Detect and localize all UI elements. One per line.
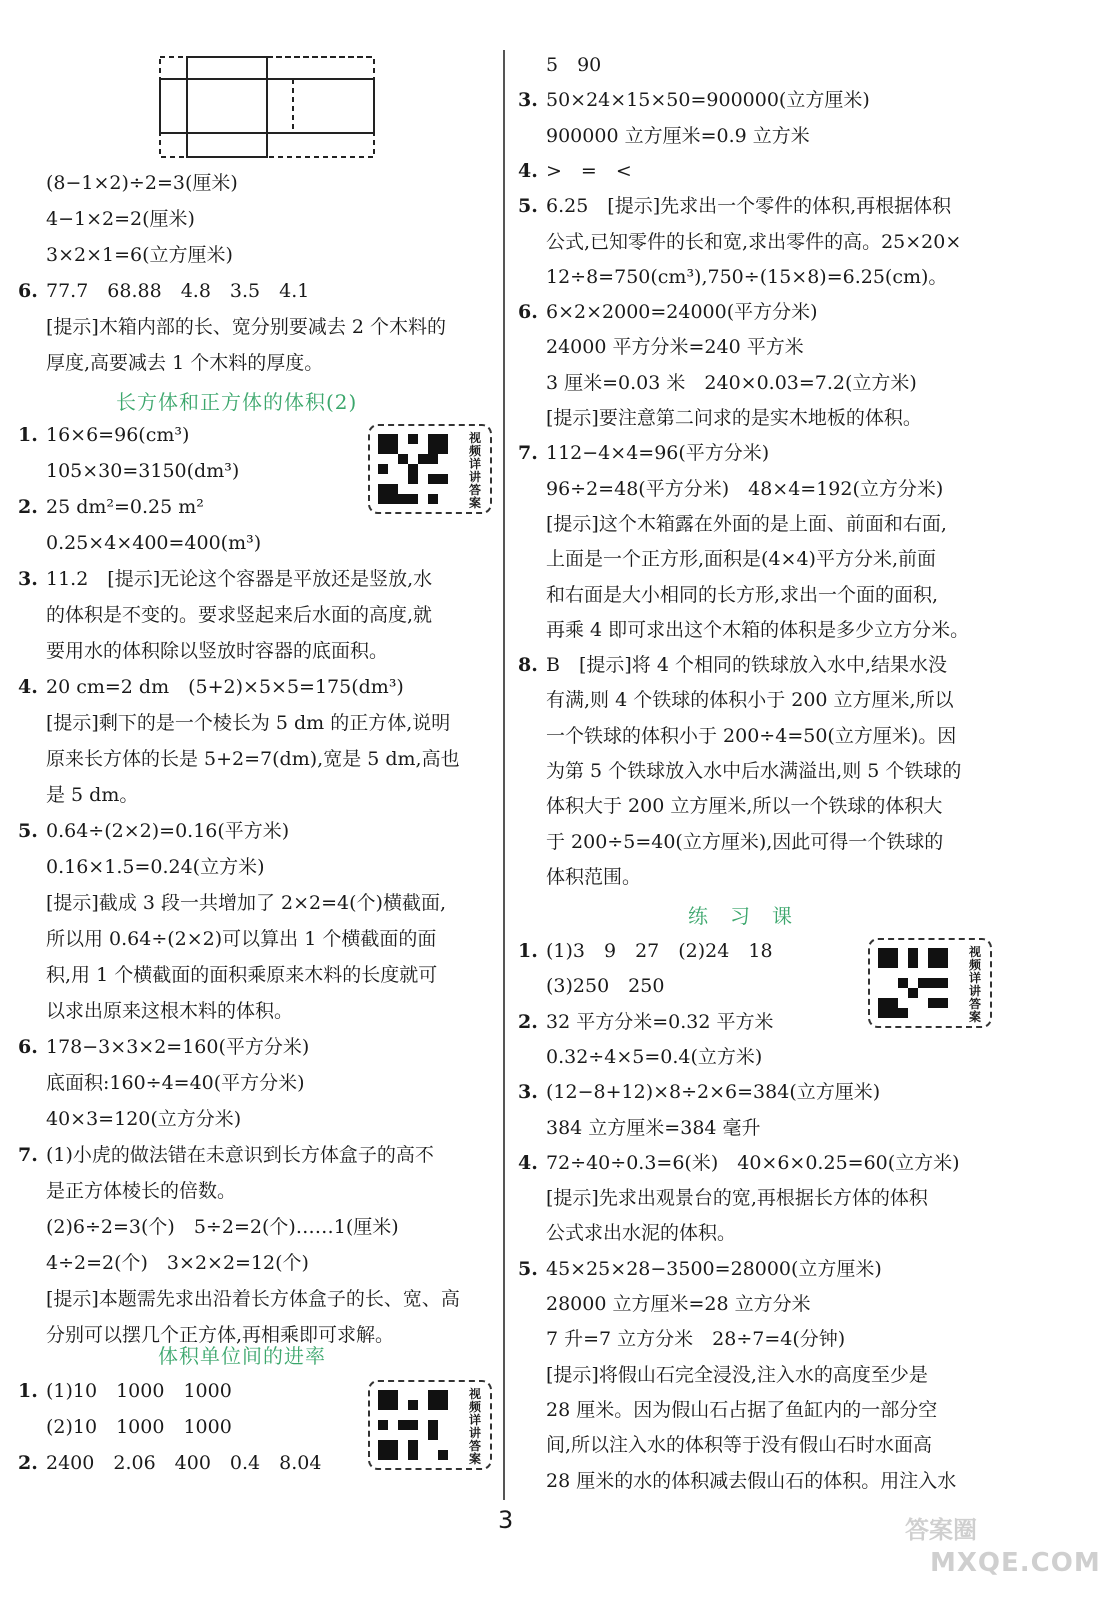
answer-text: 体积范围。 xyxy=(546,865,642,888)
answer-line xyxy=(18,602,432,628)
question-number: 1. xyxy=(18,1380,38,1402)
answer-text: 50×24×15×50=900000(立方厘米) xyxy=(546,89,870,112)
qr-code-icon xyxy=(878,948,948,1018)
answer-text: 上面是一个正方形,面积是(4×4)平方分米,前面 xyxy=(546,548,937,571)
answer-line xyxy=(18,746,460,772)
answer-text: 3 厘米=0.03 米 240×0.03=7.2(立方米) xyxy=(546,371,917,394)
answer-line xyxy=(18,674,404,700)
answer-text: (1)小虎的做法错在未意识到长方体盒子的高不 xyxy=(46,1144,434,1166)
answer-text: [提示]将假山石完全浸没,注入水的高度至少是 xyxy=(546,1363,928,1386)
answer-text: 要用水的体积除以竖放时容器的底面积。 xyxy=(46,640,389,662)
answer-line xyxy=(518,758,961,784)
answer-line: 3×2×1=6(立方厘米) xyxy=(46,244,233,266)
answer-line xyxy=(18,962,437,988)
answer-line xyxy=(18,782,138,808)
answer-text: (2)6÷2=3(个) 5÷2=2(个)……1(厘米) xyxy=(46,1216,399,1238)
answer-line xyxy=(18,1106,241,1132)
hint-line: [提示]木箱内部的长、宽分别要减去 2 个木料的 xyxy=(46,316,446,338)
answer-text: 105×30=3150(dm³) xyxy=(46,460,240,482)
answer-text: 0.64÷(2×2)=0.16(平方米) xyxy=(46,820,290,842)
answer-text: 7 升=7 立方分米 28÷7=4(分钟) xyxy=(546,1328,846,1351)
answer-line xyxy=(18,926,436,952)
hint-line: 厚度,高要减去 1 个木料的厚度。 xyxy=(46,352,324,374)
question-number: 1. xyxy=(518,940,538,962)
answer-text: (3)250 250 xyxy=(546,975,665,998)
answer-text: 是正方体棱长的倍数。 xyxy=(46,1180,237,1202)
qr-code-block[interactable] xyxy=(368,424,492,514)
question-number: 2. xyxy=(18,1452,38,1474)
answer-line xyxy=(18,1250,309,1276)
answer-line xyxy=(518,723,956,749)
answer-line xyxy=(518,1256,882,1282)
answer-line xyxy=(518,193,951,219)
answer-line xyxy=(518,1362,928,1388)
qr-code-block[interactable] xyxy=(868,938,992,1028)
answer-text: 28 厘米的水的体积减去假山石的体积。用注入水 xyxy=(546,1469,957,1492)
answer-line: (8−1×2)÷2=3(厘米) xyxy=(46,172,238,194)
answer-line xyxy=(518,405,922,431)
answer-line xyxy=(518,1291,811,1317)
answer-line xyxy=(518,864,641,890)
answer-line xyxy=(18,1414,232,1440)
question-number: 4. xyxy=(518,1151,538,1174)
answer-text: 20 cm=2 dm (5+2)×5×5=175(dm³) xyxy=(46,676,404,698)
answer-line xyxy=(518,229,961,255)
answer-line xyxy=(18,530,261,556)
answer-text: 2400 2.06 400 0.4 8.04 xyxy=(46,1452,322,1474)
answer-line xyxy=(518,1468,956,1494)
answer-text: 体积大于 200 立方厘米,所以一个铁球的体积大 xyxy=(546,795,943,818)
answer-text: > = < xyxy=(546,159,632,182)
answer-line xyxy=(18,854,265,880)
section-title: 长方体和正方体的体积(2) xyxy=(116,390,358,414)
answer-text: 5 90 xyxy=(546,54,602,76)
answer-text: 公式求出水泥的体积。 xyxy=(546,1222,737,1245)
qr-code-icon xyxy=(378,1390,448,1460)
question-number: 4. xyxy=(518,159,538,182)
answer-line xyxy=(518,511,947,537)
box-net-diagram xyxy=(158,55,380,159)
qr-code-block[interactable] xyxy=(368,1380,492,1470)
question-number: 3. xyxy=(18,568,38,590)
answer-line xyxy=(518,334,804,360)
question-number: 7. xyxy=(18,1144,38,1166)
answer-text: 28000 立方厘米=28 立方分米 xyxy=(546,1293,811,1315)
answer-text: 384 立方厘米=384 毫升 xyxy=(546,1116,761,1139)
answer-text: 原来长方体的长是 5+2=7(dm),宽是 5 dm,高也 xyxy=(46,748,460,770)
answer-text: 4÷2=2(个) 3×2×2=12(个) xyxy=(46,1252,309,1274)
answer-text: 40×3=120(立方分米) xyxy=(46,1108,242,1130)
answer-text: [提示]要注意第二问求的是实木地板的体积。 xyxy=(546,407,922,429)
answer-text: 24000 平方分米=240 平方米 xyxy=(546,336,804,359)
question-number: 1. xyxy=(18,424,38,446)
question-number: 4. xyxy=(18,676,38,698)
answer-line xyxy=(518,938,773,964)
answer-line xyxy=(18,818,289,844)
question-number: 2. xyxy=(518,1010,538,1033)
answer-line xyxy=(18,422,189,448)
answer-text: 所以用 0.64÷(2×2)可以算出 1 个横截面的面 xyxy=(46,928,437,950)
answer-line xyxy=(18,890,446,916)
answer-text: [提示]剩下的是一个棱长为 5 dm 的正方体,说明 xyxy=(46,712,451,734)
answer-line xyxy=(518,476,943,502)
answer-line xyxy=(518,440,769,466)
answer-text: 16×6=96(cm³) xyxy=(46,424,190,446)
answer-text: (1)10 1000 1000 xyxy=(46,1380,232,1402)
answer-text: 底面积:160÷4=40(平方分米) xyxy=(46,1072,305,1094)
answer-line xyxy=(518,158,632,184)
answer-line xyxy=(518,617,969,643)
answer-text: 6×2×2000=24000(平方分米) xyxy=(546,301,818,324)
answer-text: 再乘 4 即可求出这个木箱的体积是多少立方分米。 xyxy=(546,618,970,641)
answer-line xyxy=(518,87,870,113)
question-number: 3. xyxy=(518,1081,538,1104)
answer-text: 0.25×4×400=400(m³) xyxy=(46,532,262,554)
answer-line xyxy=(518,1326,845,1352)
answer-line xyxy=(18,458,239,484)
question-number: 5. xyxy=(518,1257,538,1280)
answer-text: 96÷2=48(平方分米) 48×4=192(立方分米) xyxy=(546,477,944,500)
answer-line xyxy=(518,1115,761,1141)
answer-text: 有满,则 4 个铁球的体积小于 200 立方厘米,所以 xyxy=(546,689,954,712)
answer-text: 72÷40÷0.3=6(米) 40×6×0.25=60(立方米) xyxy=(546,1151,960,1174)
answer-text: 于 200÷5=40(立方厘米),因此可得一个铁球的 xyxy=(546,830,944,853)
answer-line xyxy=(518,52,601,78)
answer-text: 积,用 1 个横截面的面积乘原来木料的长度就可 xyxy=(46,964,438,986)
answer-text: [提示]这个木箱露在外面的是上面、前面和右面, xyxy=(546,512,947,535)
column-divider xyxy=(503,50,505,1500)
question-number: 7. xyxy=(518,442,538,465)
answer-line xyxy=(18,710,450,736)
answer-line xyxy=(518,546,936,572)
answer-text: (2)10 1000 1000 xyxy=(46,1416,232,1438)
answer-text: 45×25×28−3500=28000(立方厘米) xyxy=(546,1257,882,1280)
answer-text: 11.2 [提示]无论这个容器是平放还是竖放,水 xyxy=(46,568,433,590)
question-number: 3. xyxy=(518,89,538,112)
answer-text: 900000 立方厘米=0.9 立方米 xyxy=(546,124,810,147)
answer-line xyxy=(518,1150,960,1176)
watermark-url: MXQE.COM xyxy=(930,1548,1101,1578)
answer-line xyxy=(18,638,388,664)
answer-text: 的体积是不变的。要求竖起来后水面的高度,就 xyxy=(46,604,433,626)
answer-text: 0.16×1.5=0.24(立方米) xyxy=(46,856,265,878)
answer-line xyxy=(518,123,810,149)
answer-text: 公式,已知零件的长和宽,求出零件的高。25×20× xyxy=(546,230,962,253)
answer-line xyxy=(18,1286,460,1312)
answer-line xyxy=(18,1142,434,1168)
section-title: 体积单位间的进率 xyxy=(158,1344,326,1368)
answer-line xyxy=(518,829,943,855)
answer-line xyxy=(518,1220,736,1246)
answer-text: 0.32÷4×5=0.4(立方米) xyxy=(546,1045,763,1068)
answer-text: 和右面是大小相同的长方形,求出一个面的面积, xyxy=(546,583,939,606)
answer-line: 6. 77.7 68.88 4.8 3.5 4.1 xyxy=(18,280,310,302)
answer-line xyxy=(518,1185,928,1211)
answer-line: 4−1×2=2(厘米) xyxy=(46,208,195,230)
question-number: 6. xyxy=(18,1036,38,1058)
answer-line xyxy=(18,1070,305,1096)
answer-line xyxy=(518,1044,762,1070)
answer-text: 112−4×4=96(平方分米) xyxy=(546,442,770,465)
answer-text: 以求出原来这根木料的体积。 xyxy=(46,1000,294,1022)
answer-text: (12−8+12)×8÷2×6=384(立方厘米) xyxy=(546,1081,881,1104)
answer-text: 6.25 [提示]先求出一个零件的体积,再根据体积 xyxy=(546,195,952,218)
question-number: 5. xyxy=(18,820,38,842)
answer-line xyxy=(518,793,942,819)
answer-line xyxy=(18,494,204,520)
section-title: 练 习 课 xyxy=(688,904,793,928)
answer-line xyxy=(518,582,938,608)
question-number: 2. xyxy=(18,496,38,518)
question-number: 5. xyxy=(518,195,538,218)
answer-text: 为第 5 个铁球放入水中后水满溢出,则 5 个铁球的 xyxy=(546,760,962,782)
answer-line xyxy=(18,1034,309,1060)
answer-text: 12÷8=750(cm³),750÷(15×8)=6.25(cm)。 xyxy=(546,265,948,288)
answer-line xyxy=(18,566,432,592)
answer-text: (1)3 9 27 (2)24 18 xyxy=(546,940,773,962)
answer-line xyxy=(518,1079,880,1105)
qr-label: 视频详讲答案 xyxy=(968,945,981,1024)
answer-text: 32 平方分米=0.32 平方米 xyxy=(546,1010,774,1033)
answer-line xyxy=(518,264,947,290)
answer-text: [提示]先求出观景台的宽,再根据长方体的体积 xyxy=(546,1187,928,1210)
watermark-logo: 答案圈 xyxy=(905,1516,977,1544)
answer-text: 分别可以摆几个正方体,再相乘即可求解。 xyxy=(46,1324,395,1346)
answer-line xyxy=(518,370,917,396)
question-number: 6. xyxy=(518,301,538,324)
answer-text: 28 厘米。因为假山石占据了鱼缸内的一部分空 xyxy=(546,1398,938,1421)
answer-text: 178−3×3×2=160(平方分米) xyxy=(46,1036,310,1058)
answer-line xyxy=(518,652,947,678)
answer-text: 一个铁球的体积小于 200÷4=50(立方厘米)。因 xyxy=(546,724,957,747)
qr-label: 视频详讲答案 xyxy=(468,1387,481,1466)
answer-text: [提示]截成 3 段一共增加了 2×2=4(个)横截面, xyxy=(46,892,447,914)
answer-text: 间,所以注入水的体积等于没有假山石时水面高 xyxy=(546,1434,933,1457)
question-number: 8. xyxy=(518,654,538,677)
answer-line xyxy=(18,998,293,1024)
answer-text: B [提示]将 4 个相同的铁球放入水中,结果水没 xyxy=(546,654,947,677)
answer-line xyxy=(518,1432,932,1458)
answer-line xyxy=(518,687,954,713)
answer-line xyxy=(518,1397,937,1423)
qr-label: 视频详讲答案 xyxy=(468,431,481,510)
page-number: 3 xyxy=(498,1506,514,1534)
answer-text: 25 dm²=0.25 m² xyxy=(46,496,204,518)
answer-line xyxy=(518,973,664,999)
answer-line xyxy=(18,1214,399,1240)
answer-line xyxy=(18,1178,236,1204)
answer-line xyxy=(18,1450,321,1476)
answer-line xyxy=(518,1009,773,1035)
answer-line xyxy=(18,1378,232,1404)
answer-text: 是 5 dm。 xyxy=(46,784,139,806)
answer-text: [提示]本题需先求出沿着长方体盒子的长、宽、高 xyxy=(46,1288,460,1310)
answer-line xyxy=(518,299,818,325)
qr-code-icon xyxy=(378,434,448,504)
